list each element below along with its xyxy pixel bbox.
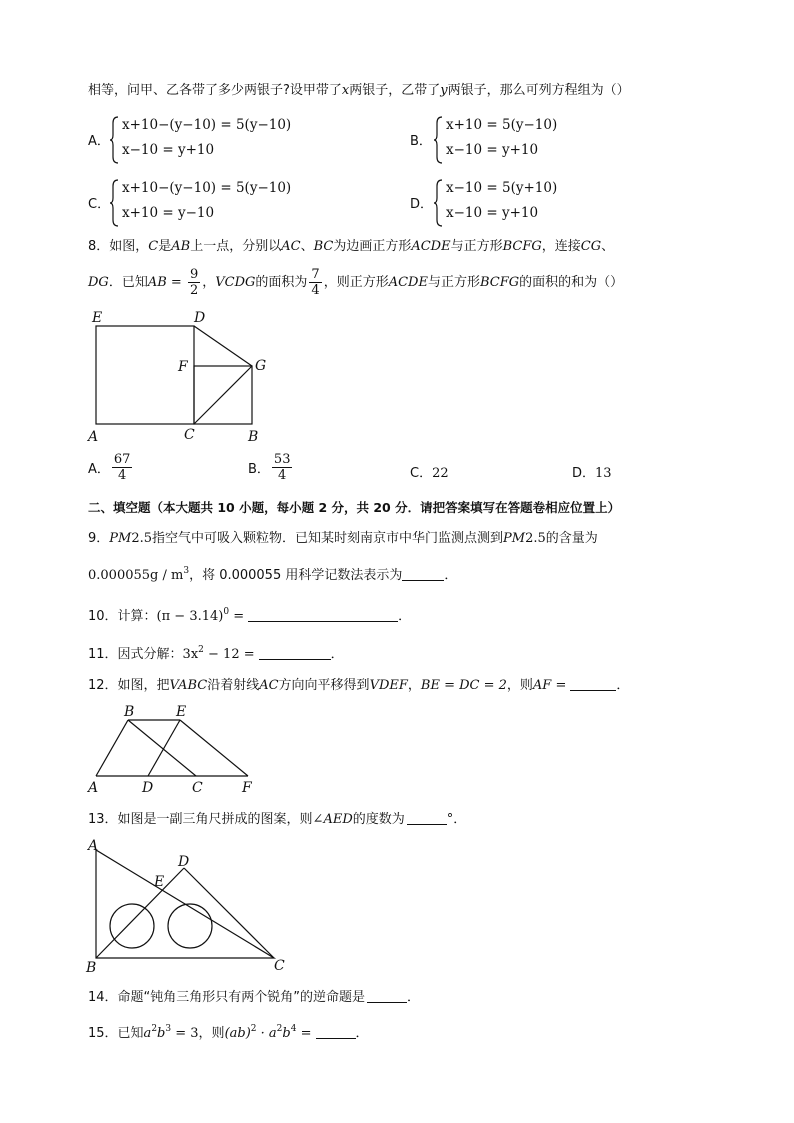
brace-icon — [434, 115, 444, 165]
answer-blank[interactable] — [316, 1024, 356, 1039]
q10: 10．计算：$(\pi - 3.14)^0$ = ． — [88, 607, 412, 624]
brace-icon — [110, 178, 120, 228]
q7-stem: 相等，问甲、乙各带了多少两银子?设甲带了x两银子，乙带了y两银子，那么可列方程组为（） — [88, 83, 630, 98]
q9-line2: $0.000055g / m^3$，将 0.000055 用科学记数法表示为 ． — [88, 566, 458, 583]
label-a: A — [88, 838, 99, 854]
q13: 13．如图是一副三角尺拼成的图案，则∠AED的度数为 °． — [88, 812, 467, 827]
fraction: $\frac{9}{2}$ — [189, 267, 199, 298]
label-c: C — [184, 427, 195, 443]
label-e: E — [176, 704, 187, 720]
q13-figure — [84, 836, 294, 976]
brace-icon — [110, 115, 120, 165]
q8-option-b: B． $\frac{53}{4}$ — [248, 452, 291, 483]
label-e: E — [154, 874, 165, 890]
label-b: B — [248, 429, 259, 445]
label-d: D — [178, 854, 190, 870]
answer-blank[interactable] — [570, 676, 616, 691]
label-a: A — [88, 780, 99, 796]
answer-blank[interactable] — [259, 645, 331, 660]
q8-option-c: C．22 — [410, 466, 449, 481]
answer-blank[interactable] — [248, 607, 398, 622]
label-d: D — [194, 310, 206, 326]
q8-line2: DG．已知AB = $\frac{9}{2}$ ，VCDG的面积为 $\frac{7}{4}$ ，则正方形ACDE与正方形BCFG的面积的和为（） — [88, 267, 624, 298]
q8-option-d: D．13 — [572, 466, 612, 481]
q15: 15．已知$a^2b^3 = 3$，则$(ab)^2 \cdot a^2b^4$ = ． — [88, 1024, 369, 1041]
label-f: F — [242, 780, 252, 796]
q12: 12．如图，把VABC沿着射线AC方向向平移得到VDEF，BE = DC = 2，则AF = ． — [88, 678, 630, 693]
q12-figure — [84, 700, 264, 798]
q14: 14．命题“钝角三角形只有两个锐角”的逆命题是 ． — [88, 990, 421, 1005]
brace-icon — [434, 178, 444, 228]
answer-blank[interactable] — [402, 566, 444, 581]
label-b: B — [124, 704, 135, 720]
q9-line1: 9．PM2.5指空气中可吸入颗粒物．已知某时刻南京市中华门监测点测到PM2.5的含量为 — [88, 531, 598, 546]
label-d: D — [142, 780, 154, 796]
label-g: G — [255, 358, 267, 374]
q11: 11．因式分解：$3x^2 - 12$ = ． — [88, 645, 344, 662]
q8-line1: 8．如图，C是AB上一点，分别以AC、BC为边画正方形ACDE与正方形BCFG，连接CG、 — [88, 239, 615, 254]
label-f: F — [178, 359, 188, 375]
q8-figure — [84, 306, 284, 448]
label-c: C — [274, 958, 285, 974]
label-c: C — [192, 780, 203, 796]
label-e: E — [92, 310, 103, 326]
section-heading: 二、填空题（本大题共 10 小题，每小题 2 分，共 20 分．请把答案填写在答题卷相应位置上） — [88, 500, 621, 515]
label-a: A — [88, 429, 99, 445]
q8-option-a: A． $\frac{67}{4}$ — [88, 452, 131, 483]
label-b: B — [86, 960, 97, 976]
fraction: $\frac{7}{4}$ — [311, 267, 320, 298]
answer-blank[interactable] — [367, 988, 407, 1003]
answer-blank[interactable] — [407, 810, 447, 825]
